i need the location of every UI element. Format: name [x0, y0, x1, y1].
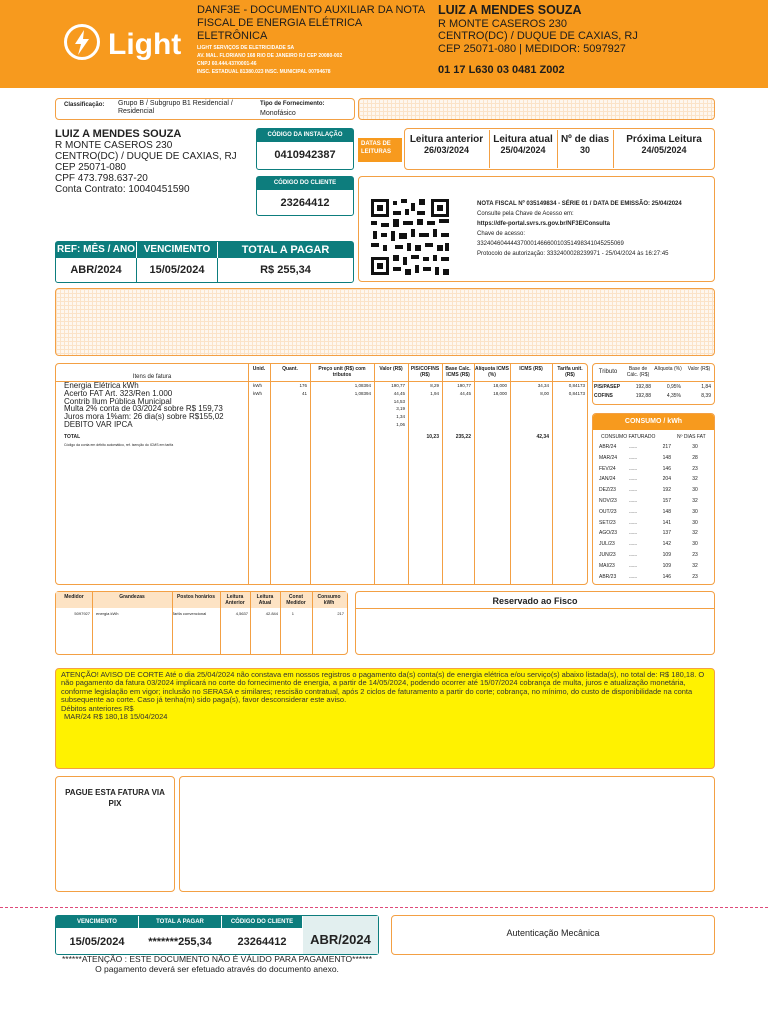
consumption-days: 23: [692, 465, 698, 472]
consumption-month: DEZ/23: [599, 487, 616, 494]
table-cell: Contrib Ilum Pública Municipal: [64, 397, 172, 406]
danfe-title: DANF3E - DOCUMENTO AUXILIAR DA NOTA FISCAL DE ENERGIA ELÉTRICA ELETRÔNICA: [197, 4, 425, 42]
table-cell: 34,34: [537, 383, 549, 388]
tax-cell: 192,88: [635, 393, 651, 399]
consumption-row: [593, 518, 714, 528]
tax-cell: 0,95%: [666, 384, 681, 390]
consumption-row: [593, 539, 714, 549]
consumption-month: SET/23: [599, 519, 616, 526]
consumption-row: [593, 464, 714, 474]
consumption-days: 32: [692, 476, 698, 483]
nota-consult-link[interactable]: https://dfe-portal.svrs.rs.gov.br/NF3E/Consulta: [477, 221, 610, 227]
consumption-month: JAN/24: [599, 476, 616, 483]
table-cell: Acerto FAT Art. 323/Ren 1.000: [64, 389, 173, 398]
consumption-kwh: 157: [662, 498, 671, 504]
table-cell: 190,77: [391, 383, 405, 388]
table-row: [56, 413, 587, 421]
consumption-dash: ------: [629, 519, 637, 525]
consumption-days: 30: [692, 444, 698, 450]
table-row: [56, 405, 587, 413]
cut-off-warning: ATENÇÃO! AVISO DE CORTE Até o dia 25/04/2024 não constava em nossos registros o pagamento da(s) conta(s) de energia elétrica e/ou serviço(s) abaixo listada(s), no total de: R$ 180,18. O não pagamento da fatura 03/2024 implicará no corte do fornecimento de energia, a partir de 14/05/2024, podendo ocorrer até 15/07/2024 cobrança de multa, juros e atualização monetária, conforme legislação em vigor; inclusão no SERASA e similares; rescisão contratual, após 2 ciclos de faturamento a partir do corte; cobrança, no mínimo, do custo de disponibilidade na conta subsequente ao corte. Caso já tenha(m) sido paga(s), favor desconsiderar este aviso. Débitos anteriores R$ MAR/24 R$ 180,18 15/04/2024: [55, 668, 715, 769]
table-cell: 3,19: [396, 406, 405, 412]
qr-code-icon: [369, 197, 451, 277]
client-code-box: CÓDIGO DO CLIENTE 23264412: [256, 176, 354, 216]
table-row: [56, 390, 587, 398]
consumption-dash: ------: [629, 465, 637, 471]
consumption-dash: ------: [629, 541, 637, 547]
consumption-history: CONSUMO / kWh CONSUMO FATURADO Nº DIAS FAT ABR/24 ------ 217 30 MAR/24 ------ 148 28 FEV/24 ------ 146 23 JAN/24 ------ 204 32 DEZ/23 ------ 192 30 NOV/23 ------ 157 32 OUT/23 ------ 148 30 SET/23 ------ 141 30 AGO/23 ------ 137 32 JUL/23 ------ 142 30 JUN/23 ------ 109 23 MAI/23 ------ 109 32 ABR/23 ------ 146 23: [592, 413, 715, 585]
consumption-dash: ------: [629, 530, 637, 536]
consumption-kwh: 146: [662, 573, 671, 580]
readings-box: DATAS DE LEITURAS Leitura anterior 26/03/2024 Leitura atual 25/04/2024 Nº de dias 30 Próxima Leitura 24/05/2024: [358, 128, 715, 170]
table-cell: TOTAL: [64, 433, 81, 440]
consumption-kwh: 192: [662, 487, 671, 494]
table-cell: 1,94: [430, 390, 439, 396]
consumption-dash: ------: [629, 454, 637, 460]
consumption-row: [593, 485, 714, 495]
nota-fiscal-box: NOTA FISCAL Nº 035149834 - SÉRIE 01 / DATA DE EMISSÃO: 25/04/2024 Consulte pela Chave de Acesso em: https://dfe-portal.svrs.rs.gov.br/NF3E/Consulta Chave de acesso: 33240460444437000146660010351498341045255069 Protocolo de autorização: 3332400028239971 - 25/04/2024 às 16:27:45: [358, 176, 715, 282]
payment-stub: VENCIMENTO TOTAL A PAGAR CÓDIGO DO CLIENTE 15/05/2024 *******255,34 23264412 ABR/2024: [55, 915, 379, 955]
table-row: [56, 421, 587, 429]
tax-cell: COFINS: [594, 393, 613, 399]
consumption-month: MAR/24: [599, 454, 618, 461]
table-cell: 1,34: [396, 414, 405, 420]
table-cell: 1,06: [396, 422, 405, 427]
consumption-month: OUT/23: [599, 508, 617, 515]
consumption-kwh: 148: [662, 508, 671, 515]
table-cell: 1,08394: [354, 390, 371, 396]
table-cell: 1,08394: [354, 383, 371, 388]
mechanical-auth-box: Autenticação Mecânica: [391, 915, 715, 955]
consumption-dash: ------: [629, 562, 637, 568]
consumption-month: JUL/23: [599, 541, 615, 548]
consumption-dash: ------: [629, 487, 637, 493]
tax-cell: 1,84: [701, 384, 711, 390]
consumption-row: [593, 528, 714, 538]
reserved-fisco-box: Reservado ao Fisco: [355, 591, 715, 655]
stub-footer: ******ATENÇÃO : ESTE DOCUMENTO NÃO É VÁLIDO PARA PAGAMENTO****** O pagamento deverá ser efetuado através do documento anexo.: [61, 954, 372, 974]
consumption-month: MAI/23: [599, 562, 615, 569]
consumption-dash: ------: [629, 498, 637, 503]
table-cell: Juros mora 1%am: 26 dia(s) sobre R$155,02: [64, 413, 224, 422]
consumption-kwh: 137: [662, 530, 671, 537]
consumption-month: FEV/24: [599, 465, 616, 472]
header-bar: [0, 0, 768, 88]
consumption-month: AGO/23: [599, 530, 618, 537]
payment-summary: REF: MÊS / ANO VENCIMENTO TOTAL A PAGAR ABR/2024 15/05/2024 R$ 255,34: [55, 241, 354, 283]
table-cell: 8,29: [430, 383, 439, 388]
items-table: Itens de fatura Unid. Quant. Preço unit (R$) com tributos Valor (R$) PIS/COFINS (R$) Base Calc. ICMS (R$) Alíquota ICMS (%) ICMS (R$) Tarifa unit. (R$) Energia Elétrica kWh kWh 176 1,08394 190,77 8,29 190,77 18,000 34,34 0,84173 Acerto FAT Art. 323/Ren 1.000 kWh 41 1,08394 44,45 1,94 44,45 18,000 8,00 0,84173 Contrib Ilum Pública Municipal 14,53 Multa 2% conta de 03/2024 sobre R$ 159,73 3,19 Juros mora 1%am: 26 dia(s) sobre R$155,02 1,34 DÉBITO VAR IPCA 1,06 TOTAL 10,23 235,22 42,34 Código da conta em débito automático, ref. isenção do ICMS em tarifa: [55, 363, 588, 585]
tax-cell: 4,35%: [666, 393, 681, 399]
consumption-days: 32: [692, 498, 698, 504]
consumption-kwh: 146: [662, 465, 671, 472]
cut-line: [0, 907, 768, 908]
consumption-dash: ------: [629, 444, 637, 449]
table-cell: 0,84173: [568, 383, 585, 388]
tax-cell: 192,88: [635, 384, 651, 390]
consumption-dash: ------: [629, 573, 637, 579]
consumption-kwh: 109: [662, 552, 671, 558]
table-cell: Multa 2% conta de 03/2024 sobre R$ 159,73: [64, 405, 223, 414]
installation-code-box: CÓDIGO DA INSTALAÇÃO 0410942387: [256, 128, 354, 170]
table-cell: 18,000: [493, 390, 507, 396]
client-info: LUIZ A MENDES SOUZA R MONTE CASEROS 230 CENTRO(DC) / DUQUE DE CAXIAS, RJ CEP 25071-080 CPF 473.798.637-20 Conta Contrato: 10040451590: [55, 128, 237, 195]
consumption-dash: ------: [629, 476, 637, 482]
message-area: [55, 288, 715, 356]
consumption-row: [593, 496, 714, 506]
consumption-days: 30: [692, 541, 698, 548]
table-cell: 42,34: [536, 433, 549, 440]
consumption-dash: ------: [629, 552, 637, 557]
table-cell: DÉBITO VAR IPCA: [64, 421, 133, 429]
consumption-row: [593, 507, 714, 517]
consumption-days: 30: [692, 519, 698, 526]
reserved-area-top: [358, 98, 715, 120]
items-note: Código da conta em débito automático, ref. isenção do ICMS em tarifa: [64, 442, 174, 447]
consumption-row: [593, 474, 714, 484]
consumption-kwh: 217: [662, 444, 671, 450]
consumption-days: 23: [692, 573, 698, 580]
table-cell: 190,77: [457, 383, 471, 388]
consumption-row: [593, 442, 714, 452]
consumption-kwh: 142: [662, 541, 671, 548]
consumption-dash: ------: [629, 508, 637, 514]
consumption-month: ABR/23: [599, 573, 617, 580]
nota-fiscal-title: NOTA FISCAL Nº 035149834 - SÉRIE 01 / DATA DE EMISSÃO: 25/04/2024: [477, 201, 682, 207]
consumption-kwh: 148: [662, 454, 671, 461]
table-cell: 14,53: [393, 398, 405, 404]
consumption-days: 32: [692, 562, 698, 569]
table-cell: 18,000: [493, 383, 507, 388]
company-info: LIGHT SERVIÇOS DE ELETRICIDADE SA AV. MAL. FLORIANO 168 RIO DE JANEIRO RJ CEP 20080-002 CNPJ 60.444.437/0001-46 INSC. ESTADUAL 81380.023 INSC. MUNICIPAL 00794678: [197, 45, 343, 75]
table-cell: 176: [299, 383, 307, 388]
table-cell: 41: [301, 390, 307, 396]
table-cell: 44,45: [459, 390, 471, 396]
consumption-month: ABR/24: [599, 444, 617, 450]
consumption-month: JUN/23: [599, 552, 616, 558]
table-total-row: [56, 433, 587, 441]
light-logo-text: Light: [108, 28, 182, 61]
pix-qr-area: [179, 776, 715, 892]
meter-table: Medidor Grandezas Postos horários Leitura Anterior Leitura Atual Const Medidor Consumo kWh 5097927 energia kWh Tarifa convencional 4,5637 42.844 1 217: [55, 591, 348, 655]
consumption-month: NOV/23: [599, 498, 617, 504]
table-cell: 235,22: [455, 433, 471, 440]
table-cell: 0,84173: [568, 390, 585, 396]
tax-cell: 8,39: [701, 393, 711, 399]
table-row: [56, 398, 587, 406]
consumption-row: [593, 561, 714, 571]
pix-label-box: PAGUE ESTA FATURA VIA PIX: [55, 776, 175, 892]
barcode-reference: 01 17 L630 03 0481 Z002: [438, 64, 565, 76]
consumption-row: [593, 550, 714, 560]
consumption-days: 23: [692, 552, 698, 558]
consumption-days: 30: [692, 508, 698, 515]
table-cell: 8,00: [540, 390, 549, 396]
consumption-kwh: 141: [662, 519, 671, 526]
consumption-kwh: 204: [662, 476, 671, 483]
table-cell: Energia Elétrica kWh: [64, 382, 139, 390]
consumption-days: 32: [692, 530, 698, 537]
table-cell: kWh: [253, 383, 262, 388]
tax-cell: PIS/PASEP: [594, 384, 621, 390]
taxes-table: Tributo Base de Cálc. (R$) Alíquota (%) Valor (R$) PIS/PASEP 192,88 0,95% 1,84 COFINS 192,88 4,35% 8,39: [592, 363, 715, 405]
consumption-row: [593, 572, 714, 582]
table-cell: 44,45: [393, 390, 405, 396]
table-row: [56, 382, 587, 390]
consumption-kwh: 109: [662, 562, 671, 569]
classification-box: Classificação: Grupo B / Subgrupo B1 Residencial / Residencial Tipo de Fornecimento: Monofásico: [55, 98, 355, 120]
table-cell: kWh: [253, 390, 262, 396]
consumption-days: 30: [692, 487, 698, 494]
consumption-row: [593, 453, 714, 463]
consumption-days: 28: [692, 454, 698, 461]
table-cell: 10,23: [426, 433, 439, 440]
light-logo-icon: [64, 24, 100, 60]
header-client-info: LUIZ A MENDES SOUZA R MONTE CASEROS 230 CENTRO(DC) / DUQUE DE CAXIAS, RJ CEP 25071-080 | MEDIDOR: 5097927: [438, 3, 638, 55]
